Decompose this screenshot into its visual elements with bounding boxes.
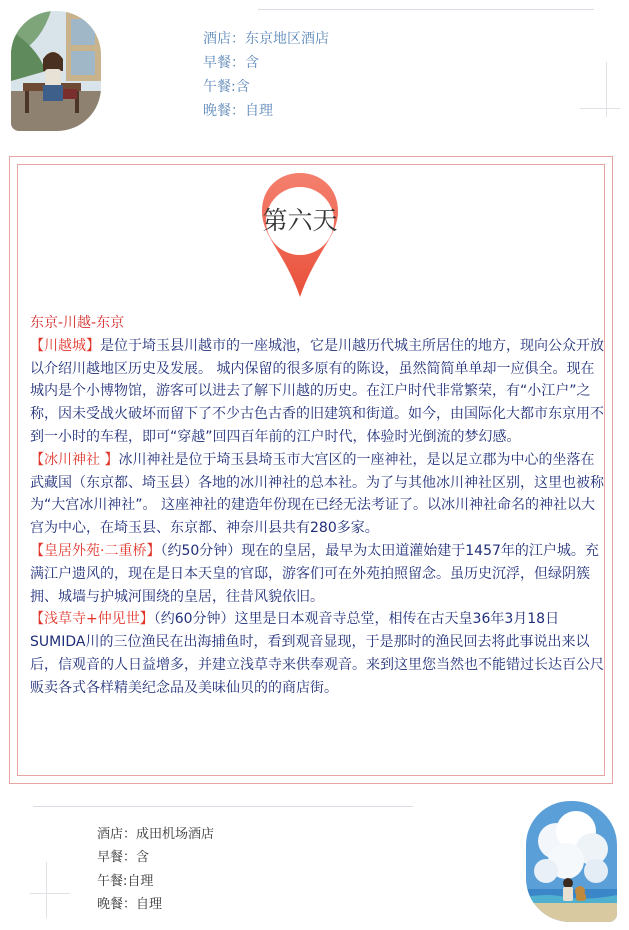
top-corner-hline (580, 108, 620, 109)
section-kawagoe-castle (30, 335, 604, 449)
section-tag: 【冰川神社 】 (30, 451, 119, 468)
route-line: 东京-川越-东京 (30, 315, 125, 331)
top-lunch-line: 午餐:含 (203, 79, 250, 95)
top-divider (258, 9, 594, 10)
top-hotel-line: 酒店：东京地区酒店 (203, 31, 329, 47)
section-text: 是位于埼玉县川越市的一座城池，它是川越历代城主所居住的地方，现向公众开放以介绍川越地区历史及发展。 城内保留的很多原有的陈设，虽然简简单单却一应俱全。现在城内是个小博物馆，游客可以进去了解下川越的历史。在江户时代非常繁荣，有“小江户”之称，因未受战火破坏而留下了不少古色古香的旧建筑和街道。如今，由国际化大都市东京用不到一小时的车程，即可“穿越”回四百年前的江户时代，体验时光倒流的梦幻感。 (30, 337, 604, 445)
section-text: 冰川神社是位于埼玉县埼玉市大宫区的一座神社，是以足立郡为中心的坐落在武藏国（东京都、埼玉县）各地的冰川神社的总本社。为了与其他冰川神社区别，这里也被称为“大宫冰川神社”。 这座神社的建造年份现在已经无法考证了。以冰川神社命名的神社以大宫为中心，在埼玉县、东京都、神奈川县共有280多家。 (30, 451, 604, 537)
section-text: （约60分钟）这里是日本观音寺总堂，相传在古天皇36年3月18日SUMIDA川的三位渔民在出海捕鱼时，看到观音显现，于是那时的渔民回去将此事说出来以后，信观音的人日益增多，并建立浅草寺来供奉观音。来到这里您当然也不能错过长达百公尺贩卖各式各样精美纪念品及美味仙贝的的商店街。 (30, 611, 604, 696)
bottom-hotel-info (97, 823, 214, 916)
bottom-divider (33, 806, 413, 807)
bottom-dinner-line: 晚餐：自理 (97, 896, 163, 912)
section-text: （约50分钟）现在的皇居，最早为太田道灌始建于1457年的江户城。充满江户遗风的，现在是日本天皇的官邸，游客们可在外苑拍照留念。虽历史沉浮，但绿阴簇拥、城墙与护城河围绕的皇居，往昔风貌依旧。 (30, 542, 599, 605)
section-tag: 【川越城】 (30, 337, 100, 354)
bottom-hotel-line: 酒店：成田机场酒店 (97, 827, 215, 842)
illustration-girl-on-bench (11, 11, 101, 131)
bottom-lunch-line: 午餐:自理 (97, 873, 154, 889)
bottom-corner-vline (46, 862, 47, 918)
section-sensoji (30, 608, 604, 699)
bottom-corner-hline (30, 893, 70, 894)
day-title: 第六天 (262, 206, 338, 235)
section-hikawa-shrine (30, 449, 604, 540)
section-imperial-palace (30, 540, 604, 608)
section-tag: 【浅草寺+仲见世】 (30, 611, 154, 628)
section-tag: 【皇居外苑·二重桥】 (30, 542, 161, 559)
top-dinner-line: 晚餐：自理 (203, 103, 273, 119)
top-hotel-info (203, 27, 329, 123)
day-content (30, 312, 604, 700)
top-breakfast-line: 早餐：含 (203, 55, 259, 71)
illustration-clouds-seaside (526, 801, 617, 922)
bottom-breakfast-line: 早餐：含 (97, 850, 150, 866)
